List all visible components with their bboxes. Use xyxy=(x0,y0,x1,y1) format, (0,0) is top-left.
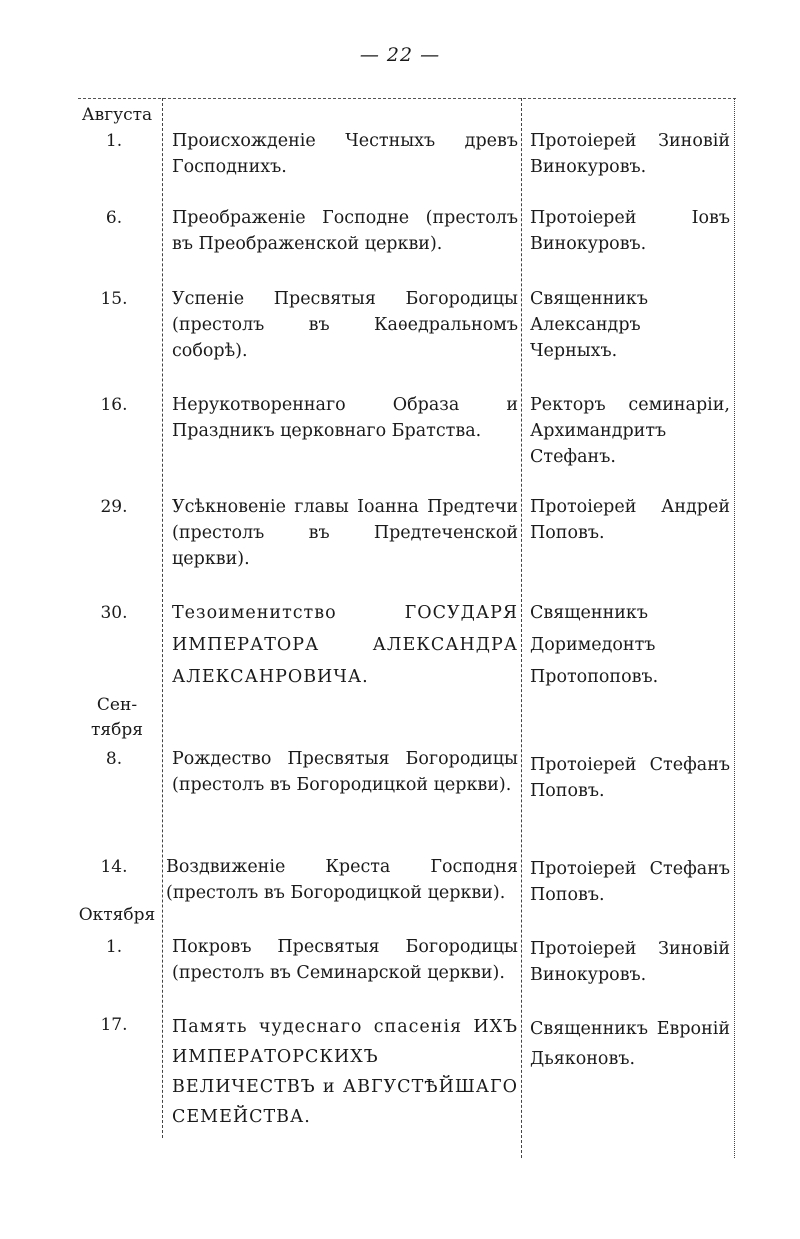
entry-day: 29. xyxy=(100,497,128,517)
entry-day: 30. xyxy=(100,603,128,623)
entry-clergy: Священникъ Александръ Черныхъ. xyxy=(530,289,648,361)
entry-feast: Усѣкновеніе главы Іоанна Предтечи (престолъ въ Предтеченской церкви). xyxy=(172,497,518,569)
entry-day: 14. xyxy=(100,857,128,877)
entry-day: 15. xyxy=(100,289,128,309)
column-divider-right xyxy=(734,98,735,1158)
month-september-part2: тября xyxy=(91,720,143,740)
entry-day: 17. xyxy=(100,1015,128,1035)
entry-clergy: Протоіерей Стефанъ Поповъ. xyxy=(530,859,730,905)
entry-feast: Происхожденіе Честныхъ древъ Господнихъ. xyxy=(172,131,518,177)
entry-clergy: Ректоръ семинаріи, Архимандритъ Стефанъ. xyxy=(530,395,730,467)
month-september-part1: Сен- xyxy=(96,695,138,715)
entry-clergy: Протоіерей Стефанъ Поповъ. xyxy=(530,755,730,801)
entry-feast: Успеніе Пресвятыя Богородицы (престолъ въ Каѳедральномъ соборѣ). xyxy=(172,289,518,361)
entry-feast: Преображеніе Господне (престолъ въ Преображенской церкви). xyxy=(172,208,518,254)
entry-feast: Память чудеснаго спасенія ИХЪ ИМПЕРАТОРСКИХЪ ВЕЛИЧЕСТВЪ и АВГУСТѢЙШАГО СЕМЕЙСТВА. xyxy=(172,1017,518,1127)
entry-day: 6. xyxy=(105,208,123,228)
entry-clergy: Протоіерей Іовъ Винокуровъ. xyxy=(530,208,730,254)
entry-clergy: Священникъ Доримедонтъ Протопоповъ. xyxy=(530,603,659,687)
entry-feast: Рождество Пресвятыя Богородицы (престолъ въ Богородицкой церкви). xyxy=(172,749,518,795)
entry-feast: Воздвиженіе Креста Господня (престолъ въ Богородицкой церкви). xyxy=(166,857,518,903)
top-rule xyxy=(78,98,736,99)
entry-day: 1. xyxy=(105,131,123,151)
month-october: Октября xyxy=(78,905,156,925)
entry-day: 1. xyxy=(105,937,123,957)
entry-feast: Нерукотвореннаго Образа и Праздникъ церковнаго Братства. xyxy=(172,395,518,441)
entry-clergy: Протоіерей Зиновій Винокуровъ. xyxy=(530,939,730,985)
entry-day: 16. xyxy=(100,395,128,415)
page-number: — 22 — xyxy=(359,44,441,66)
entry-feast: Покровъ Пресвятыя Богородицы (престолъ въ Семинарской церкви). xyxy=(172,937,518,983)
entry-clergy: Протоіерей Зиновій Винокуровъ. xyxy=(530,131,730,177)
column-divider-middle xyxy=(521,98,522,1158)
month-august: Августа xyxy=(81,105,153,125)
entry-clergy: Священникъ Евроній Дьяконовъ. xyxy=(530,1019,730,1069)
entry-clergy: Протоіерей Андрей Поповъ. xyxy=(530,497,730,543)
entry-feast: Тезоименитство ГОСУДАРЯ ИМПЕРАТОРА АЛЕКСАНДРА АЛЕКСАНРОВИЧА. xyxy=(172,603,518,687)
column-divider-left xyxy=(162,98,163,1138)
entry-day: 8. xyxy=(105,749,123,769)
